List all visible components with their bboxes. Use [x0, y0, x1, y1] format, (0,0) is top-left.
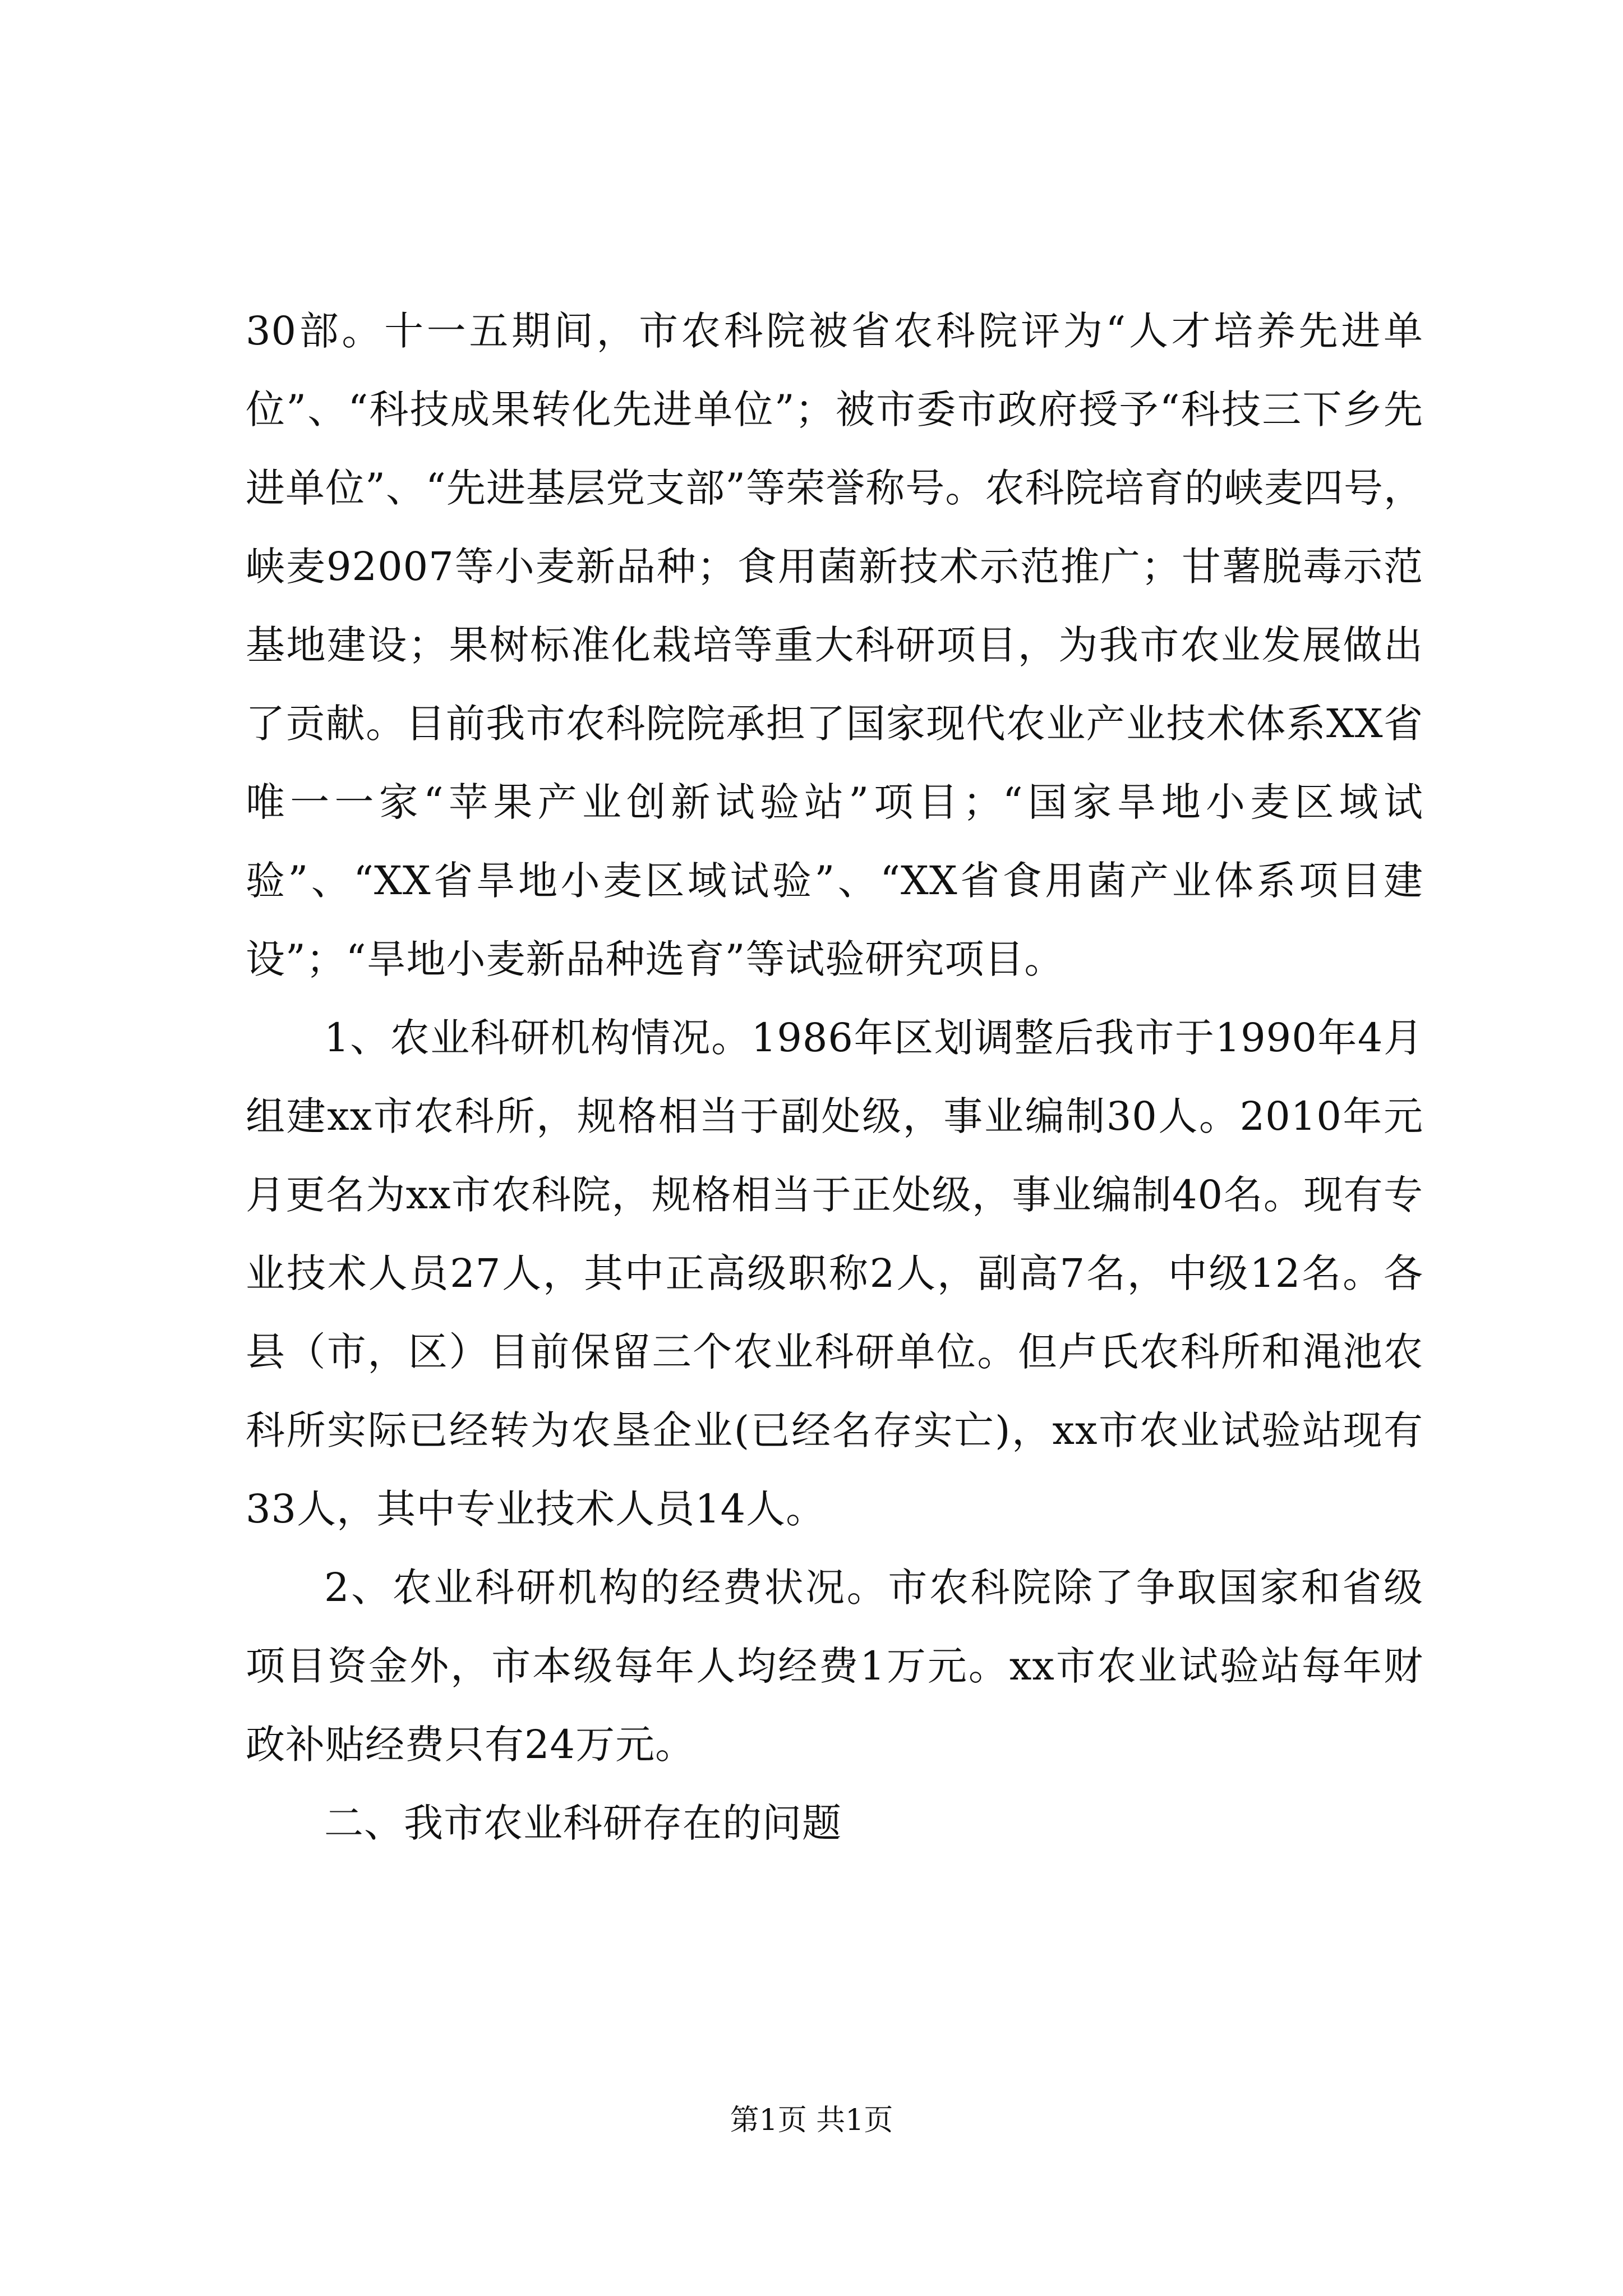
paragraph-2: 1、农业科研机构情况。1986年区划调整后我市于1990年4月组建xx市农科所，规格相当于副处级，事业编制30人。2010年元月更名为xx市农科院，规格相当于正处级，事业编制40名。现有专业技术人员27人，其中正高级职称2人，副高7名，中级12名。各县（市，区）目前保留三个农业科研单位。但卢氏农科所和渑池农科所实际已经转为农垦企业(已经名存实亡)，xx市农业试验站现有33人，其中专业技术人员14人。 — [246, 1015, 1423, 1532]
section-heading: 二、我市农业科研存在的问题 — [324, 1800, 842, 1846]
paragraph-3: 2、农业科研机构的经费状况。市农科院除了争取国家和省级项目资金外，市本级每年人均经费1万元。xx市农业试验站每年财政补贴经费只有24万元。 — [246, 1565, 1423, 1768]
paragraph-1: 30部。十一五期间，市农科院被省农科院评为“人才培养先进单位”、“科技成果转化先进单位”；被市委市政府授予“科技三下乡先进单位”、“先进基层党支部”等荣誉称号。农科院培育的峡麦四号，峡麦92007等小麦新品种；食用菌新技术示范推广；甘薯脱毒示范基地建设；果树标准化栽培等重大科研项目，为我市农业发展做出了贡献。目前我市农科院院承担了国家现代农业产业技术体系XX省唯一一家“苹果产业创新试验站”项目；“国家旱地小麦区域试验”、“XX省旱地小麦区域试验”、“XX省食用菌产业体系项目建设”；“旱地小麦新品种选育”等试验研究项目。 — [246, 308, 1423, 982]
document-body — [246, 292, 1423, 1862]
page-footer: 第1页 共1页 — [730, 2104, 893, 2137]
